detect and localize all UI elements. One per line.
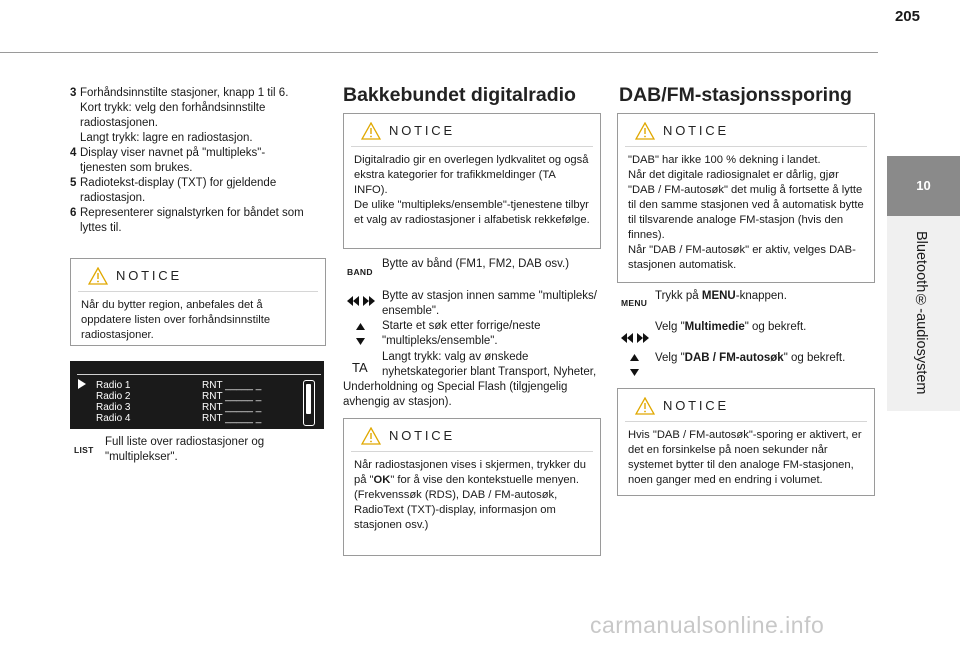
scrollbar [303, 380, 315, 426]
header-rule [0, 52, 878, 53]
warning-icon [361, 122, 381, 140]
band-key: BAND [347, 267, 373, 277]
notice-text: Digitalradio gir en overlegen lydkvalitet og også ekstra kategorier for trafikkmeldinger (TA INFO). De ulike "multipleks/ensemble"-tjenestene tilbyr et valg av radiostasjoner i alfabetisk rekkefølge. [354, 154, 590, 226]
notice-title: NOTICE [389, 428, 455, 443]
radio-rnt: RNT _____ _ [202, 402, 262, 413]
notice-text: Hvis "DAB / FM-autosøk"-sporing er aktivert, er det en forsinkelse på noen sekunder når systemet bytter til den analoge FM-stasjonen, noen ganger med en endring i volumet. [628, 429, 862, 486]
list-key: LIST [74, 445, 94, 455]
notice-title: NOTICE [116, 268, 182, 283]
notice-text: Når radiostasjonen vises i skjermen, trykker du på "OK" for å vise den kontekstuelle menyen. (Frekvenssøk (RDS), DAB / FM-autosøk, RadioText (TXT)-display, informasjon om stasjonen osv.) [354, 459, 586, 531]
dab-description: Velg "DAB / FM-autosøk" og bekreft. [655, 352, 846, 364]
menu-description: Trykk på MENU-knappen. [655, 290, 787, 302]
section-heading: Bakkebundet digitalradio [343, 84, 576, 106]
radio-rnt: RNT _____ _ [202, 380, 262, 391]
notice-title: NOTICE [389, 123, 455, 138]
seek-arrows-icon [347, 296, 375, 306]
play-arrow-icon [78, 379, 86, 389]
radio-rnt: RNT _____ _ [202, 413, 262, 424]
ta-description-continued: Underholdning og Special Flash (tilgjengelig avhengig av stasjon). [343, 381, 568, 408]
chapter-title: Bluetooth®-audiosystem [913, 230, 929, 395]
ta-key: TA [352, 360, 368, 375]
multimedia-description: Velg "Multimedie" og bekreft. [655, 321, 807, 333]
notice-box [343, 418, 601, 556]
notice-box [343, 113, 601, 249]
list-description: Full liste over radiostasjoner og "multiplekser". [105, 436, 265, 463]
list-item: 6 Representerer signalstyrken for båndet som lyttes til. [70, 207, 304, 234]
up-down-arrows-icon [356, 323, 365, 345]
warning-icon [361, 427, 381, 445]
radio-preset: Radio 1 [96, 380, 131, 391]
page-number: 205 [894, 8, 920, 25]
warning-icon [88, 267, 108, 285]
seek-arrows-icon [621, 333, 649, 343]
notice-text: Når du bytter region, anbefales det å oppdatere listen over forhåndsinnstilte radiostasjoner. [81, 299, 271, 341]
list-item: 3 Forhåndsinnstilte stasjoner, knapp 1 til 6. Kort trykk: velg den forhåndsinnstilte radiostasjonen. Langt trykk: lagre en radiostasjon. [70, 87, 289, 144]
watermark: carmanualsonline.info [590, 612, 825, 638]
notice-text: "DAB" har ikke 100 % dekning i landet. Når det digitale radiosignalet er dårlig, gjør "DAB / FM-autosøk" det mulig å fortsette å lytte til den samme stasjonen ved å automatisk bytte til tilsvarende analoge FM-stasjon (hvis den finnes). Når "DAB / FM-autosøk" er aktiv, velges DAB-stasjonen automatisk. [628, 154, 864, 271]
radio-preset: Radio 4 [96, 413, 131, 424]
notice-title: NOTICE [663, 398, 729, 413]
section-heading: DAB/FM-stasjonssporing [619, 84, 852, 106]
notice-box [617, 113, 875, 283]
notice-title: NOTICE [663, 123, 729, 138]
up-down-arrows-icon [630, 354, 639, 376]
seek-description: Bytte av stasjon innen samme "multipleks/ ensemble". [382, 290, 598, 317]
radio-rnt: RNT _____ _ [202, 391, 262, 402]
warning-icon [635, 397, 655, 415]
chapter-tab[interactable]: 10 [887, 156, 960, 216]
notice-box [617, 388, 875, 496]
radio-preset: Radio 2 [96, 391, 131, 402]
ta-description: Langt trykk: valg av ønskede nyhetskategorier blant Transport, Nyheter, [382, 351, 597, 378]
radio-screen-illustration [70, 361, 324, 429]
list-item: 5 Radiotekst-display (TXT) for gjeldende radiostasjon. [70, 177, 277, 204]
list-item: 4 Display viser navnet på "multipleks"-tjenesten som brukes. [70, 147, 266, 174]
search-description: Starte et søk etter forrige/neste "multipleks/ensemble". [382, 320, 541, 347]
menu-key: MENU [621, 298, 648, 308]
band-description: Bytte av bånd (FM1, FM2, DAB osv.) [382, 258, 570, 270]
notice-box [70, 258, 326, 346]
radio-preset: Radio 3 [96, 402, 131, 413]
numbered-list [70, 86, 326, 236]
warning-icon [635, 122, 655, 140]
